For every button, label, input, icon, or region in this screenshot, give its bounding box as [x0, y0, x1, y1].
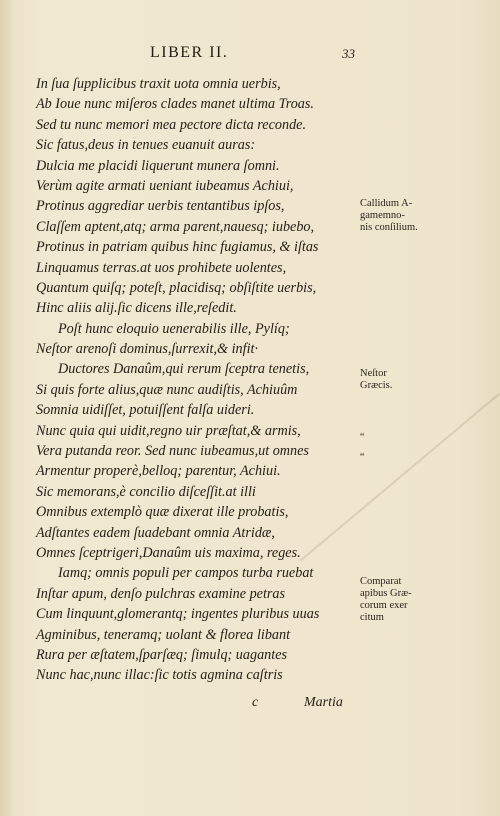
verse-line: Agminibus, teneramq; uolant & florea libant [36, 626, 291, 643]
verse-line: Verùm agite armati ueniant iubeamus Achiui, [36, 177, 294, 194]
margin-note-line: gamemno- [360, 210, 405, 221]
signature-mark: c [252, 695, 259, 710]
verse-line: Protinus aggrediar uerbis tentantibus ipſos, [36, 198, 285, 215]
margin-note-line: citum [360, 612, 384, 623]
margin-note-line: Neſtor [360, 368, 387, 379]
verse-line: Ab Ioue nunc miſeros clades manet ultima Troas. [36, 96, 314, 113]
verse-line: Somnia uidiſſet, potuiſſent falſa uideri. [36, 402, 255, 419]
verse-line: Iamq; omnis populi per campos turba ruebat [58, 565, 314, 582]
margin-note-line: corum exer [360, 600, 408, 611]
verse-line: Vera putanda reor. Sed nunc iubeamus,ut omnes [36, 443, 309, 460]
verse-line: Hinc aliis alij.ſic dicens ille,reſedit. [36, 300, 237, 317]
margin-note-line: Callidum A- [360, 198, 413, 209]
verse-line: Si quis forte alius,quæ nunc audiſtis, Achiuûm [36, 381, 298, 398]
verse-line: In ſua ſupplicibus traxit uota omnia uerbis, [36, 76, 281, 92]
verse-line: Linquamus terras.at uos prohibete uolentes, [36, 259, 287, 276]
verse-line: Neſtor arenoſi dominus,ſurrexit,& infit· [36, 341, 259, 358]
verse-line: Protinus in patriam quibus hinc fugiamus, & iſtas [36, 239, 319, 256]
verse-line: Inſtar apum, denſo pulchras examine petras [36, 585, 286, 602]
margin-note-line: Græcis. [360, 380, 393, 391]
margin-note [360, 198, 418, 234]
verse-line: Adſtantes eadem ſuadebant omnia Atridæ, [36, 524, 275, 541]
folio-number: 33 [342, 46, 355, 61]
verse-line: Cum linquunt,glomerantq; ingentes pluribus uuas [36, 606, 320, 623]
verse-line: Rura per æſtatem,ſparſæq; ſimulq; uagantes [36, 646, 288, 663]
margin-note-line: nis conſilium. [360, 222, 418, 233]
catchword: Martia [304, 695, 343, 710]
margin-note-line: apibus Græ- [360, 588, 412, 599]
margin-quote-mark: “ [360, 452, 365, 463]
page-footer [0, 695, 500, 715]
verse-line: Armentur properè,belloq; parentur, Achiui. [36, 463, 281, 480]
verse-line: Dulcia me placidi liquerunt munera ſomni. [36, 157, 280, 174]
verse-line: Sic memorans,è concilio diſceſſit.at illi [36, 483, 256, 500]
verse-line: Sic fatus,deus in tenues euanuit auras: [36, 137, 256, 154]
verse-line: Poſt hunc eloquio uenerabilis ille, Pylíq; [58, 320, 290, 337]
margin-note-line: Comparat [360, 576, 402, 587]
verse-line: Nunc quia qui uidit,regno uir præſtat,& armis, [36, 422, 301, 439]
verse-line: Nunc hac,nunc illac:ſic totis agmina caſtris [36, 667, 283, 684]
verse-line: Ductores Danaûm,qui rerum ſceptra tenetis, [58, 361, 310, 378]
verse-line: Omnes ſceptrigeri,Danaûm uis maxima, reges. [36, 544, 301, 561]
margin-quote-mark: “ [360, 432, 365, 443]
margin-note [360, 368, 392, 392]
verse-line: Claſſem aptent,atq; arma parent,nauesq; iubebo, [36, 218, 315, 235]
verse-block [36, 74, 356, 686]
verse-line: Sed tu nunc memori mea pectore dicta reconde. [36, 116, 307, 133]
verse-line: Omnibus extemplò quæ dixerat ille probatis, [36, 504, 289, 521]
margin-column [360, 0, 500, 816]
margin-note [360, 576, 412, 624]
verse-line: Quantum quiſq; poteſt, placidisq; obſiſtite uerbis, [36, 279, 317, 296]
running-title: LIBER II. [150, 44, 229, 61]
